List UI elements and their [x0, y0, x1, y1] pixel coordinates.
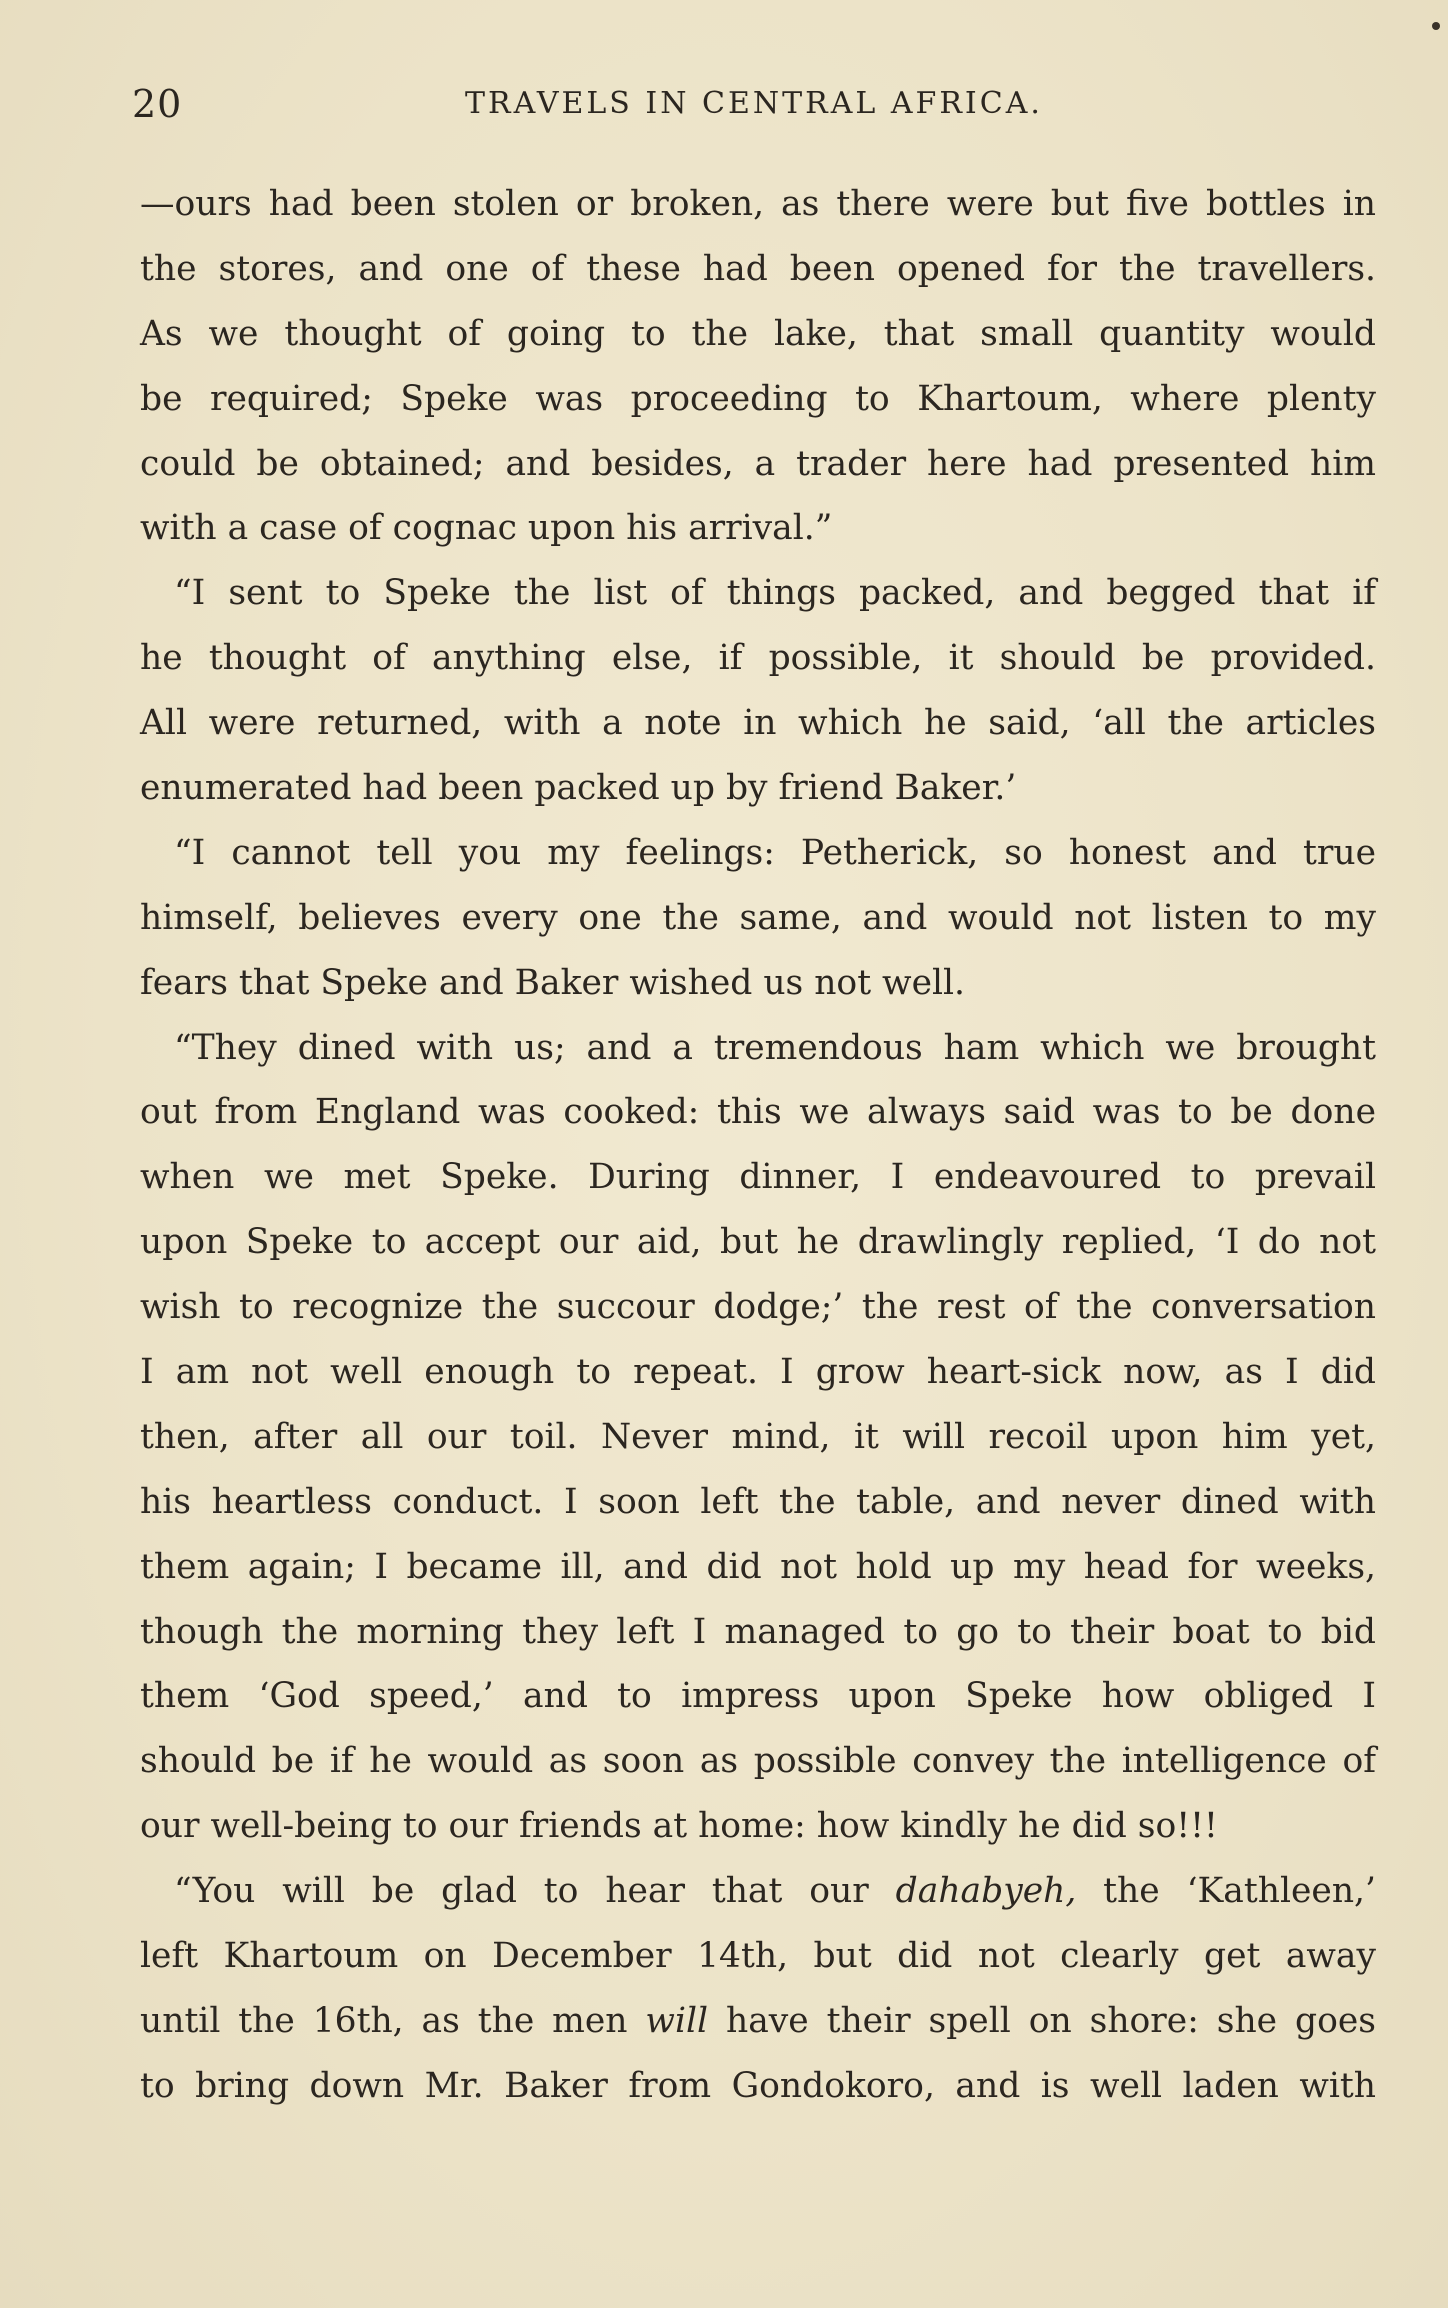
- text-line: them ‘God speed,’ and to impress upon Speke how obliged I: [140, 1676, 1376, 1717]
- text-line: enumerated had been packed up by friend Baker.’: [140, 768, 1017, 809]
- running-head: [128, 82, 1380, 132]
- body-text: [140, 172, 1376, 2119]
- text-line: should be if he would as soon as possible convey the intelligence of: [140, 1741, 1376, 1782]
- page-number: 20: [132, 82, 183, 126]
- italic-text: will: [645, 2000, 709, 2041]
- text-line: “I cannot tell you my feelings: Petherick, so honest and true: [174, 832, 1376, 873]
- text-line: our well-being to our friends at home: how kindly he did so!!!: [140, 1806, 1218, 1847]
- text-segment: have their spell on shore: she goes: [708, 2000, 1376, 2041]
- text-line: fears that Speke and Baker wished us not well.: [140, 962, 966, 1003]
- text-line: he thought of anything else, if possible, it should be provided.: [140, 638, 1376, 679]
- text-line: when we met Speke. During dinner, I endeavoured to prevail: [140, 1157, 1376, 1198]
- text-line: [140, 1859, 1376, 1924]
- text-line: the stores, and one of these had been opened for the travellers.: [140, 248, 1376, 289]
- text-line: wish to recognize the succour dodge;’ the rest of the conversation: [140, 1287, 1376, 1328]
- running-title: TRAVELS IN CENTRAL AFRICA.: [465, 86, 1043, 121]
- text-line: “They dined with us; and a tremendous ham which we brought: [174, 1027, 1376, 1068]
- italic-text: dahabyeh,: [895, 1871, 1077, 1912]
- text-line: could be obtained; and besides, a trader here had presented him: [140, 443, 1376, 484]
- text-segment: until the 16th, as the men: [140, 2000, 646, 2041]
- text-line: out from England was cooked: this we always said was to be done: [140, 1092, 1376, 1133]
- text-line: As we thought of going to the lake, that small quantity would: [140, 313, 1376, 354]
- text-line: left Khartoum on December 14th, but did not clearly get away: [140, 1936, 1376, 1977]
- text-segment: “You will be glad to hear that our: [174, 1871, 896, 1912]
- text-line: them again; I became ill, and did not hold up my head for weeks,: [140, 1546, 1376, 1587]
- text-line: [140, 1989, 1376, 2054]
- text-line: be required; Speke was proceeding to Khartoum, where plenty: [140, 378, 1376, 419]
- text-line: All were returned, with a note in which he said, ‘all the articles: [140, 703, 1376, 744]
- text-line: with a case of cognac upon his arrival.”: [140, 508, 833, 549]
- text-line: then, after all our toil. Never mind, it will recoil upon him yet,: [140, 1416, 1376, 1457]
- text-line: to bring down Mr. Baker from Gondokoro, and is well laden with: [140, 2065, 1376, 2106]
- ink-speck: [1432, 22, 1440, 30]
- text-line: —ours had been stolen or broken, as there were but five bottles in: [140, 184, 1376, 224]
- text-line: upon Speke to accept our aid, but he drawlingly replied, ‘I do not: [140, 1222, 1376, 1263]
- text-line: I am not well enough to repeat. I grow heart-sick now, as I did: [140, 1352, 1376, 1393]
- text-line: himself, believes every one the same, and would not listen to my: [140, 897, 1376, 938]
- text-line: his heartless conduct. I soon left the table, and never dined with: [140, 1481, 1376, 1522]
- text-line: “I sent to Speke the list of things packed, and begged that if: [174, 573, 1376, 614]
- text-segment: the ‘Kathleen,’: [1076, 1871, 1376, 1912]
- text-line: though the morning they left I managed to go to their boat to bid: [140, 1611, 1376, 1652]
